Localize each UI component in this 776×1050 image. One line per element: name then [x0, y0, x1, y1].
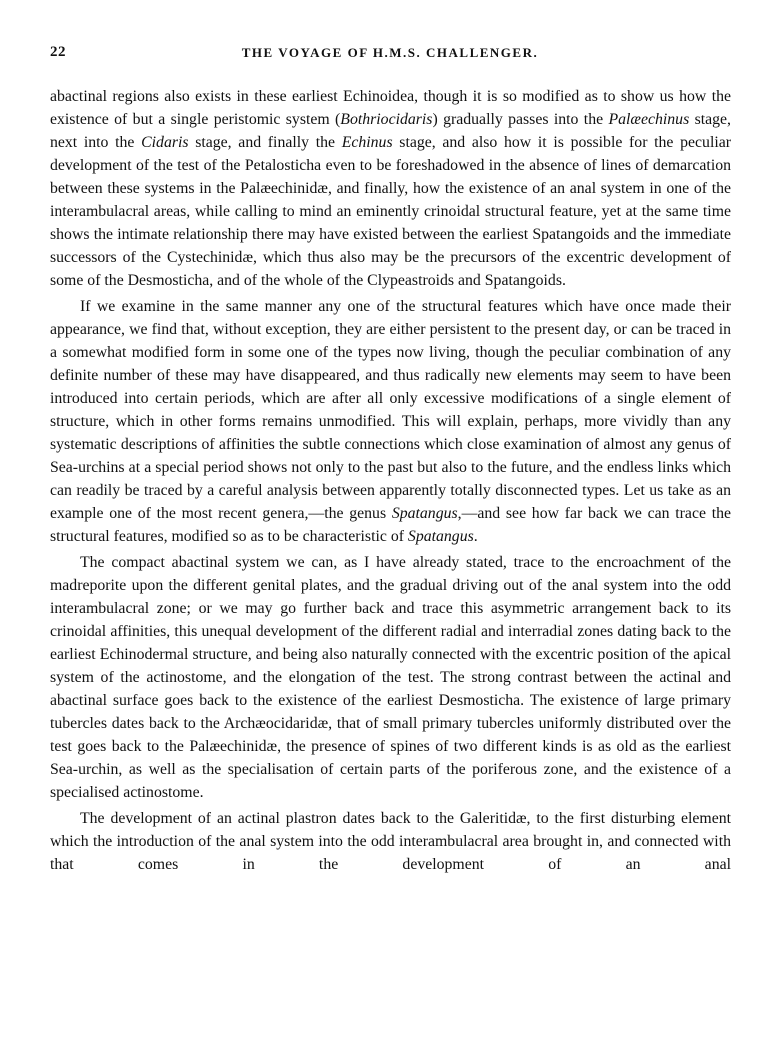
text-run: The compact abactinal system we can, as I have already stated, trace to the encroachment of the madreporite upon the different genital plates, and the gradual driving out of the anal system into the odd interambulacral zone; or we may go further back and trace this asymmetric arrangement back to its crinoidal affinities, this unequal development of the different radial and interradial zones dating back to the earliest Echinodermal structure, and being also naturally connected with the excentric position of the apical system of the actinostome, and the elongation of the test. The strong contrast between the actinal and abactinal surface goes back to the existence of the earliest Desmosticha. The existence of large primary tubercles dates back to the Archæocidaridæ, that of small primary tubercles uniformly distributed over the test goes back to the Palæechinidæ, the presence of spines of two different kinds is as old as the earliest Sea-urchin, as well as the specialisation of certain parts of the poriferous zone, and the existence of a specialised actinostome.: [50, 554, 731, 801]
text-run: stage, and also how it is possible for the peculiar development of the test of the Petalosticha even to be foreshadowed in the absence of lines of demarcation between these systems in the Palæechinidæ, and finally, how the existence of an anal system in one of the interambulacral areas, while calling to mind an eminently crinoidal structural feature, yet at the same time shows the intimate relationship there may have existed between the earliest Spatangoids and the immediate successors of the Cystechinidæ, which thus also may be the precursors of the excentric development of some of the Desmosticha, and of the whole of the Clypeastroids and Spatangoids.: [50, 134, 731, 289]
page-header: [50, 44, 730, 66]
text-run: ,—and see how far back we can trace the structural features, modified so as to be characteristic of: [50, 505, 731, 545]
text-run: .: [473, 528, 478, 545]
body-text: [50, 85, 731, 879]
text-run: abactinal regions also exists in these earliest Echinoidea, though it is so modified as to show us how the existence of but a single peristomic system (: [50, 88, 731, 128]
text-run: If we examine in the same manner any one of the structural features which have once made their appearance, we find that, without exception, they are either persistent to the present day, or can be traced in a somewhat modified form in some one of the types now living, though the peculiar combination of any definite number of these may have disappeared, and thus radically new elements may seem to have been introduced into certain periods, which are after all only excessive modifications of a single element of structure, which in other forms remains unmodified. This will explain, perhaps, more vividly than any systematic descriptions of affinities the subtle connections which close examination of almost any genus of Sea-urchins at a special period shows not only to the past but also to the future, and the endless links which can readily be traced by a careful analysis between apparently totally disconnected types. Let us take as an example one of the most recent genera,—the genus: [50, 298, 731, 522]
italic-term: Spatangus: [391, 505, 458, 522]
text-run: ) gradually passes into the: [432, 111, 609, 128]
running-title: THE VOYAGE OF H.M.S. CHALLENGER.: [241, 45, 539, 60]
page-number: 22: [50, 44, 66, 60]
italic-term: Echinus: [341, 134, 393, 151]
paragraph: [50, 85, 731, 292]
italic-term: Palæechinus: [608, 111, 690, 128]
text-run: stage, next into the: [50, 111, 731, 151]
italic-term: Spatangus: [407, 528, 474, 545]
italic-term: Bothriocidaris: [340, 111, 433, 128]
paragraph: [50, 295, 731, 548]
text-run: stage, and finally the: [188, 134, 342, 151]
paragraph: [50, 807, 731, 876]
text-run: The development of an actinal plastron dates back to the Galeritidæ, to the first disturbing element which the introduction of the anal system into the odd interambulacral area brought in, and connected with that comes in the development of an anal: [50, 810, 731, 873]
italic-term: Cidaris: [141, 134, 189, 151]
paragraph: [50, 551, 731, 804]
